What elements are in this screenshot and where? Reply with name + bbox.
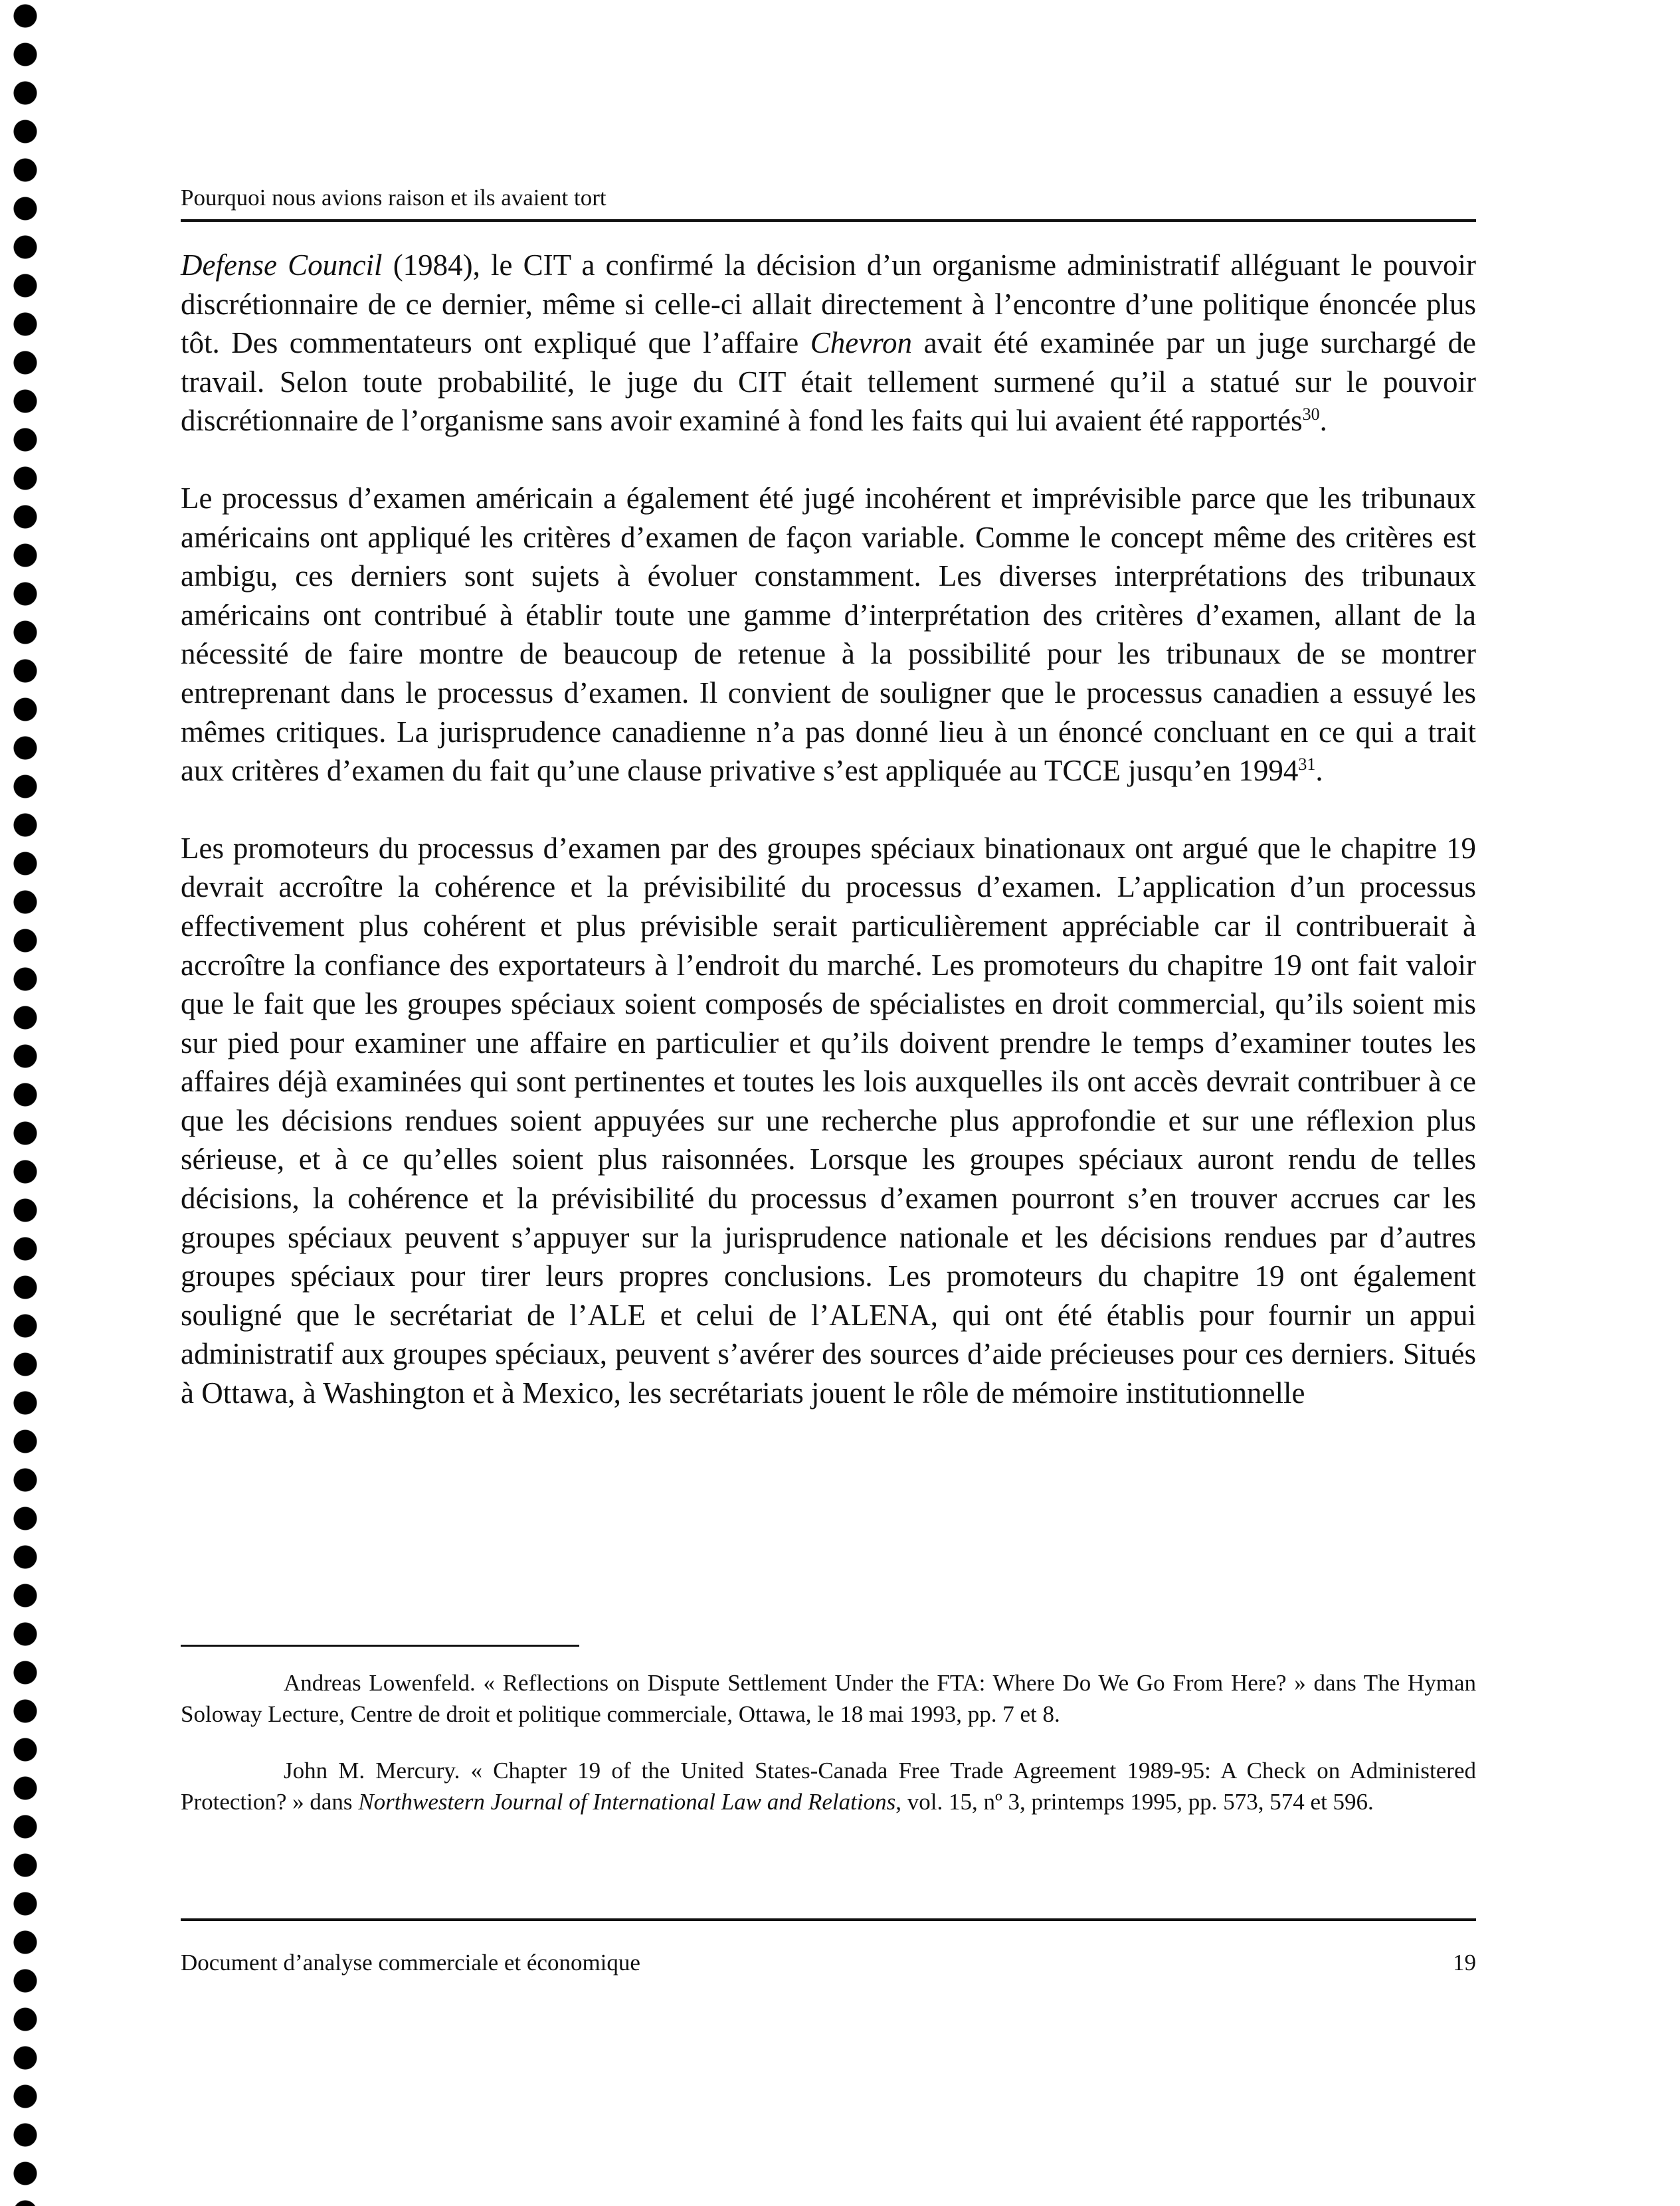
footnote-30: Andreas Lowenfeld. « Reflections on Dispute Settlement Under the FTA: Where Do We Go From Here? » dans The Hyman Soloway Lecture, Centre de droit et politique commerciale, Ottawa, le 18 mai 1993, pp. 7 et 8. xyxy=(181,1670,1476,1727)
body-text xyxy=(181,246,1476,1451)
binding-holes xyxy=(12,0,39,2206)
case-name-defense-council: Defense Council xyxy=(181,248,383,282)
running-head: Pourquoi nous avions raison et ils avaient tort xyxy=(181,185,607,211)
document-page xyxy=(181,0,1476,2206)
paragraph-3: Les promoteurs du processus d’examen par des groupes spéciaux binationaux ont argué que le chapitre 19 devrait accroître la cohérence et la prévisibilité du processus d’examen. L’application d’un processus effectivement plus cohérent et plus prévisible serait particulièrement appréciable car il contribuerait à accroître la confiance des exportateurs à l’endroit du marché. Les promoteurs du chapitre 19 ont fait valoir que le fait que les groupes spéciaux soient composés de spécialistes en droit commercial, qu’ils soient mis sur pied pour examiner une affaire en particulier et qu’ils doivent prendre le temps d’examiner toutes les affaires déjà examinées qui sont pertinentes et toutes les lois auxquelles ils ont accès devrait contribuer à ce que les décisions rendues soient appuyées sur une recherche plus approfondie et sur une réflexion plus sérieuse, et à ce qu’elles soient plus raisonnées. Lorsque les groupes spéciaux auront rendu de telles décisions, la cohérence et la prévisibilité du processus d’examen pourront s’en trouver accrues car les groupes spéciaux peuvent s’appuyer sur la jurisprudence nationale et les décisions rendues par d’autres groupes spéciaux pour tirer leurs propres conclusions. Les promoteurs du chapitre 19 ont également souligné que le secrétariat de l’ALE et celui de l’ALENA, qui ont été établis pour fournir un appui administratif aux groupes spéciaux, peuvent s’avérer des sources d’aide précieuses pour ces derniers. Situés à Ottawa, à Washington et à Mexico, les secrétariats jouent le rôle de mémoire institutionnelle xyxy=(181,831,1476,1410)
footnotes xyxy=(181,1667,1476,1843)
page-number: 19 xyxy=(1453,1950,1476,1976)
footnote-ref-30: 30 xyxy=(1302,405,1320,424)
paragraph-1: Defense Council (1984), le CIT a confirmé la décision d’un organisme administratif alléguant le pouvoir discrétionnaire de ce dernier, même si celle-ci allait directement à l’encontre d’une politique énoncée plus tôt. Des commentateurs ont expliqué que l’affaire Chevron avait été examinée par un juge surchargé de travail. Selon toute probabilité, le juge du CIT était tellement surmené qu’il a statué sur le pouvoir discrétionnaire de l’organisme sans avoir examiné à fond les faits qui lui avaient été rapportés$^{30}$. xyxy=(181,248,1476,438)
footer-title: Document d’analyse commerciale et économique xyxy=(181,1950,640,1976)
page-footer xyxy=(181,1950,1476,1976)
footer-rule xyxy=(181,1918,1476,1921)
footnote-31: John M. Mercury. « Chapter 19 of the United States-Canada Free Trade Agreement 1989-95: A Check on Administered Protection? » dans Northwestern Journal of International Law and Relations, vol. 15, nº 3, printemps 1995, pp. 573, 574 et 596. xyxy=(181,1758,1476,1815)
paragraph-2: Le processus d’examen américain a également été jugé incohérent et imprévisible parce que les tribunaux américains ont appliqué les critères d’examen de façon variable. Comme le concept même des critères est ambigu, ces derniers sont sujets à évoluer constamment. Les diverses interprétations des tribunaux américains ont contribué à établir toute une gamme d’interprétation des critères d’examen, allant de la nécessité de faire montre de beaucoup de retenue à la possibilité pour les tribunaux de se montrer entreprenant dans le processus d’examen. Il convient de souligner que le processus canadien a essuyé les mêmes critiques. La jurisprudence canadienne n’a pas donné lieu à un énoncé concluant en ce qui a trait aux critères d’examen du fait qu’une clause privative s’est appliquée au TCCE jusqu’en 1994$^{31}$. xyxy=(181,481,1476,788)
footnote-separator xyxy=(181,1645,579,1647)
footnote-ref-31: 31 xyxy=(1298,755,1316,775)
journal-title: Northwestern Journal of International Law and Relations xyxy=(358,1789,896,1815)
header-rule xyxy=(181,219,1476,222)
case-name-chevron: Chevron xyxy=(810,326,913,360)
